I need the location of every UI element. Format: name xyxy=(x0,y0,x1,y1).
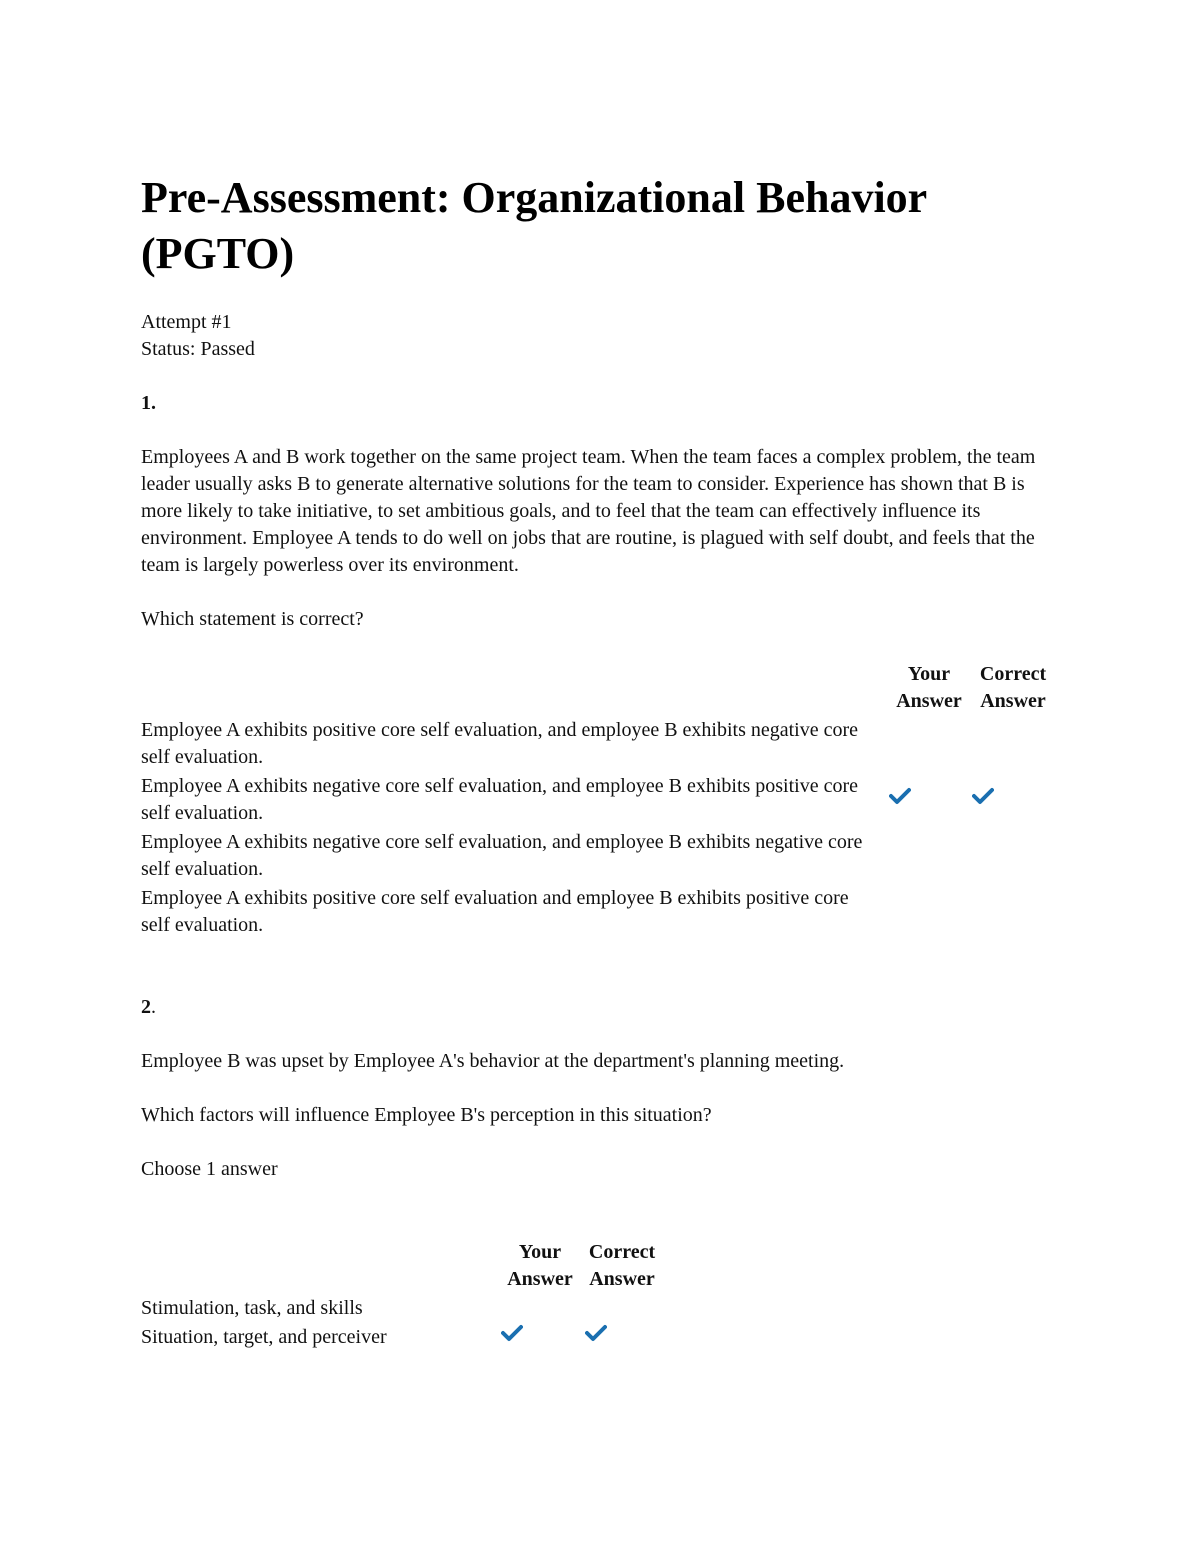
answer-option-text: Employee A exhibits negative core self evaluation, and employee B exhibits positive core self evaluation. xyxy=(141,775,859,824)
column-header-correct-answer: Correct Answer xyxy=(979,663,1047,712)
answer-option-row xyxy=(141,1322,663,1351)
column-header-your-answer: Your Answer xyxy=(896,663,962,712)
question-2-stem: Employee B was upset by Employee A's behavior at the department's planning meeting. xyxy=(141,1050,845,1072)
column-header-your-answer: Your Answer xyxy=(507,1241,573,1290)
answers-header-row xyxy=(141,1239,663,1293)
attempt-meta xyxy=(141,309,1071,363)
answer-option-row xyxy=(141,715,1054,771)
checkmark-icon xyxy=(585,1324,607,1342)
question-1 xyxy=(141,390,1071,939)
answer-option-row xyxy=(141,771,1054,827)
answer-option-row xyxy=(141,1293,663,1322)
question-2-answers-table xyxy=(141,1239,663,1351)
answer-option-row xyxy=(141,827,1054,883)
answers-header-row xyxy=(141,661,1054,715)
question-1-number: 1. xyxy=(141,392,156,414)
document-page xyxy=(141,170,1071,1351)
correct-answer-cell xyxy=(581,1293,663,1322)
answer-option-text: Employee A exhibits negative core self evaluation, and employee B exhibits negative core self evaluation. xyxy=(141,831,863,880)
page-title xyxy=(141,170,1071,282)
question-1-prompt: Which statement is correct? xyxy=(141,608,364,630)
page-title-line1: Pre-Assessment: Organizational Behavior xyxy=(141,173,928,222)
question-2-prompt: Which factors will influence Employee B's perception in this situation? xyxy=(141,1104,712,1126)
correct-answer-cell xyxy=(972,883,1054,939)
checkmark-icon xyxy=(889,787,911,805)
attempt-status: Status: Passed xyxy=(141,338,255,360)
question-1-stem: Employees A and B work together on the same project team. When the team faces a complex problem, the team leader usually asks B to generate alternative solutions for the team to consider. Experience has shown that B is more likely to take initiative, to set ambitious goals, and to feel that the team can effectively influence its environment. Employee A tends to do well on jobs that are routine, is plagued with self doubt, and feels that the team is largely powerless over its environment. xyxy=(141,446,1036,576)
question-2-number: 2. xyxy=(141,996,156,1018)
correct-answer-cell xyxy=(581,1322,663,1351)
correct-answer-cell xyxy=(972,771,1054,827)
column-header-correct-answer: Correct Answer xyxy=(588,1241,656,1290)
your-answer-cell xyxy=(889,771,972,827)
your-answer-cell xyxy=(499,1322,581,1351)
correct-answer-cell xyxy=(972,715,1054,771)
answer-option-text: Employee A exhibits positive core self evaluation and employee B exhibits positive core self evaluation. xyxy=(141,887,849,936)
question-1-answers-table xyxy=(141,661,1054,939)
checkmark-icon xyxy=(972,787,994,805)
your-answer-cell xyxy=(889,883,972,939)
your-answer-cell xyxy=(499,1293,581,1322)
attempt-number: Attempt #1 xyxy=(141,311,232,333)
question-2 xyxy=(141,994,1071,1351)
checkmark-icon xyxy=(501,1324,523,1342)
answer-option-text: Situation, target, and perceiver xyxy=(141,1326,387,1348)
answer-option-row xyxy=(141,883,1054,939)
answer-option-text: Employee A exhibits positive core self evaluation, and employee B exhibits negative core self evaluation. xyxy=(141,719,859,768)
answer-option-text: Stimulation, task, and skills xyxy=(141,1297,363,1319)
your-answer-cell xyxy=(889,715,972,771)
question-2-instruction: Choose 1 answer xyxy=(141,1158,278,1180)
your-answer-cell xyxy=(889,827,972,883)
correct-answer-cell xyxy=(972,827,1054,883)
page-title-line2: (PGTO) xyxy=(141,229,295,278)
